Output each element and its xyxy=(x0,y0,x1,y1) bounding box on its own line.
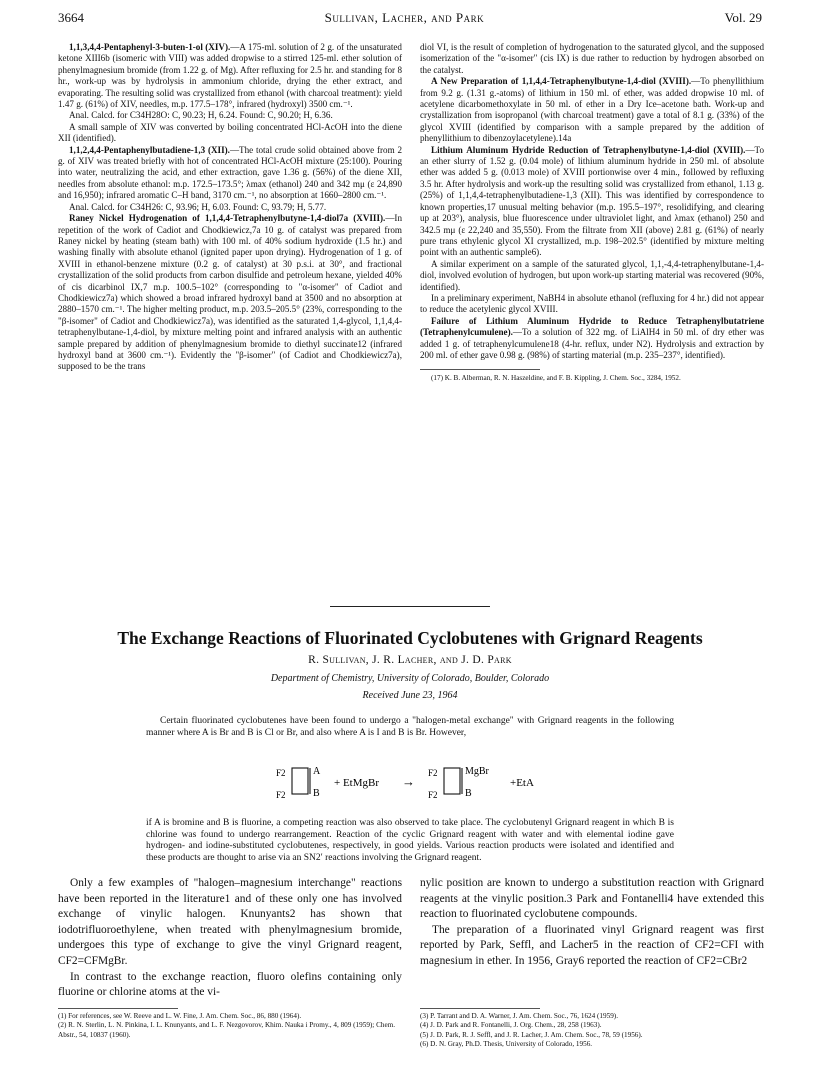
abstract-part-1 xyxy=(146,716,674,739)
footnote-divider xyxy=(58,1008,178,1009)
page-number: 3664 xyxy=(58,10,84,25)
article-title: The Exchange Reactions of Fluorinated Cyclobutenes with Grignard Reagents xyxy=(117,628,703,648)
article-authors: R. Sullivan, J. R. Lacher, and J. D. Park xyxy=(308,654,512,666)
body-left-column xyxy=(58,876,402,1001)
abstract-part-2 xyxy=(146,818,674,864)
footnote-4: (4) J. D. Park and R. Fontanelli, J. Org. Chem., 28, 258 (1963). xyxy=(420,1021,602,1030)
section-heading: 1,1,2,4,4-Pentaphenylbutadiene-1,3 (XII). xyxy=(69,144,230,155)
experimental-right-column xyxy=(420,42,764,384)
experimental-left-column xyxy=(58,42,402,373)
scheme-reagent: + EtMgBr xyxy=(334,777,380,789)
paragraph-text: —A 175-ml. solution of 2 g. of the unsaturated ketone XIII6b (isomeric with VIII) was added dropwise to a stirred 125-ml. ether solution of phenylmagnesium bromide (from 1.22 g. of Mg). After refluxing for 2.5 hr. and standing for 8 hr., work-up was by hydrolysis in ammonium chloride, drying the ether extract, and evaporating. The resulting solid was crystallized from ethanol (with charcoal treatment): yield 1.47 g. (61%) of XIV, needles, m.p. 177.5–178°, infrared (hydroxyl) 3500 cm.⁻¹. xyxy=(58,42,402,110)
analysis-line: Anal. Calcd. for C34H26: C, 93.96; H, 6.03. Found: C, 93.79; H, 5.77. xyxy=(69,201,327,212)
scheme-left-b: B xyxy=(313,788,320,799)
body-paragraph: The preparation of a fluorinated vinyl Grignard reagent was first reported by Park, Seffl, and Lacher5 in the reaction of CF2=CFI with magnesium in ether. In 1956, Gray6 reported the reaction of CF2=CBr2 xyxy=(420,923,764,967)
cyclobutene-ring-left xyxy=(292,768,308,794)
footnote-1: (1) For references, see W. Reeve and L. W. Fine, J. Am. Chem. Soc., 86, 880 (1964). xyxy=(58,1012,302,1020)
running-title: Sullivan, Lacher, and Park xyxy=(324,10,485,25)
paragraph: diol VI, is the result of completion of hydrogenation to the saturated glycol, and the supposed isomerization of the "α-isomer" (cis IX) is due rather to reduction by hydrogen absorbed on the catalyst. xyxy=(420,42,764,75)
footnotes-right xyxy=(420,1008,764,1050)
footnote-17: (17) K. B. Alberman, R. N. Haszeldine, and F. B. Kippling, J. Chem. Soc., 3284, 1952. xyxy=(431,374,681,383)
received-date: Received June 23, 1964 xyxy=(362,690,458,701)
cyclobutene-ring-right xyxy=(444,768,460,794)
reaction-scheme xyxy=(270,760,570,812)
reaction-scheme-drawing xyxy=(270,760,570,812)
body-right-column xyxy=(420,876,764,970)
footnote-divider xyxy=(420,369,540,370)
abstract-text: Certain fluorinated cyclobutenes have been found to undergo a "halogen-metal exchange" with Grignard reagents in the following manner where A is Br and B is Cl or Br, and also where A is I and B is Br. However, xyxy=(146,716,674,738)
analysis-line: Anal. Calcd. for C34H28O: C, 90.23; H, 6.24. Found: C, 90.20; H, 6.36. xyxy=(69,110,333,121)
section-heading: 1,1,3,4,4-Pentaphenyl-3-buten-1-ol (XIV). xyxy=(69,42,231,52)
footnote-2: (2) R. N. Sterlin, L. N. Pinkina, I. L. Knunyants, and L. F. Nezgovorov, Khim. Nauka i Promy., 4, 809 (1959); Chem. Abstr., 54, 10837 (1960). xyxy=(58,1021,396,1039)
section-heading: Raney Nickel Hydrogenation of 1,1,4,4-Tetraphenylbutyne-1,4-diol7a (XVIII). xyxy=(69,213,386,224)
footnote-divider xyxy=(420,1008,540,1009)
footnote-3: (3) P. Tarrant and D. A. Warner, J. Am. Chem. Soc., 76, 1624 (1959). xyxy=(420,1012,618,1020)
volume-label: Vol. 29 xyxy=(724,10,762,25)
abstract-text: if A is bromine and B is fluorine, a competing reaction was also observed to take place. The cyclobutenyl Grignard reagent in which B is chlorine was found to undergo rearrangement. Reaction of the cyclic Grignard reagent with water and with elemental iodine gave hydrogen- and iodine-substituted cyclobutenes, respectively, in good yields. Various reaction products were isolated and identified and these products are thought to arise via an SN2′ reactions involving the Grignard reagent. xyxy=(146,818,674,863)
page-header xyxy=(58,10,762,30)
paragraph: A small sample of XIV was converted by boiling concentrated HCl-AcOH into the diene XII (identified). xyxy=(58,121,402,144)
article-separator xyxy=(330,606,490,607)
scheme-right-f2-bottom: F2 xyxy=(428,790,438,800)
affiliation: Department of Chemistry, University of Colorado, Boulder, Colorado xyxy=(270,673,550,684)
footnotes-left xyxy=(58,1008,402,1040)
body-paragraph: Only a few examples of "halogen–magnesium interchange" reactions have been reported in the literature1 and of these only one has involved exchange of vinylic halogen. Knunyants2 has shown that iodotrifluoroethylene, when treated with phenylmagnesium bromide, undergoes this type of exchange to give the vinyl Grignard reagent, CF2=CFMgBr. xyxy=(58,877,402,967)
paragraph-text: —To a solution of 322 mg. of LiAlH4 in 50 ml. of dry ether was added 1 g. of tetraphenylcumulene18 (4-hr. reflux, under N2). Hydrolysis and extraction by 200 ml. of ether gave 0.98 g. (98%) of starting material (m.p. 235–237°, identified). xyxy=(420,327,764,360)
section-heading: Failure of Lithium Aluminum Hydride to Reduce Tetraphenylbutatriene (Tetraphenylcumulene). xyxy=(420,315,764,338)
section-heading: Lithium Aluminum Hydride Reduction of Tetraphenylbutyne-1,4-diol (XVIII). xyxy=(431,144,746,155)
scheme-left-f2-top: F2 xyxy=(276,768,286,778)
section-heading: A New Preparation of 1,1,4,4-Tetraphenylbutyne-1,4-diol (XVIII). xyxy=(431,76,692,87)
scheme-right-b: B xyxy=(465,788,472,799)
scheme-product: +EtA xyxy=(510,777,534,789)
scheme-left-a: A xyxy=(313,766,321,777)
scheme-right-mgbr: MgBr xyxy=(465,766,489,777)
paragraph-text: —To phenyllithium from 9.2 g. (1.31 g.-atoms) of lithium in 150 ml. of ether, was added dropwise 10 ml. of acetylene dicarbomethoxylate in 50 ml. of ether in a Dry Ice–acetone bath. Work-up and crystallization from isopropanol (with charcoal treatment) gave a total of 8.1 g. (33%) of the glycol XVIII (identified by comparison with a sample prepared by the addition of phenyllithium to dibenzoylacetylene).14a xyxy=(420,76,764,144)
paragraph-text: —In repetition of the work of Cadiot and Chodkiewicz,7a 10 g. of catalyst was prepared from Raney nickel by heating (steam bath) with 100 ml. of 40% sodium hydroxide (1.5 hr.) and washing finally with absolute ethanol (ignited paper upon drying). Hydrogenation of 1 g. of XVIII in ethanol-benzene mixture (0.2 g. of catalyst) at 30 p.s.i. at 30°, and fractional crystallization of the solid products from carbon disulfide and petroleum hexane, yielded 40% of cis dicarbinol IX,7 m.p. 100.5–102° (corresponding to "α-isomer" of Cadiot and Chodkiewicz7a) which showed a broad infrared hydroxyl band at 3500 and no absorption at 2880–1570 cm.⁻¹. The higher melting product, m.p. 203.5–205.5° (23%, corresponding to the "β-isomer" of Cadiot and Chodkiewicz7a), was identified as the saturated 1,4-glycol, 1,1,4,4-tetraphenylbutane-1,4-diol, by mixture melting point and infrared analysis with an authentic sample prepared by addition of phenylmagnesium bromide to diethyl succinate12 (infrared hydroxyl band at 3600 cm.⁻¹). Evidently the "β-isomer" (of Cadiot and Chodkiewicz7a), supposed to be the trans xyxy=(58,213,402,372)
body-paragraph: In contrast to the exchange reaction, fluoro olefins containing only fluorine or chlorine atoms at the vi- xyxy=(58,970,402,999)
paragraph-text: —The total crude solid obtained above from 2 g. of XIV was treated briefly with hot of concentrated HCl-AcOH mixture (25:100). Pouring into water, neutralizing the acid, and ether extraction, gave 1.36 g. (56%) of the diene XII, needles from absolute ethanol: m.p. 172.5–173.5°; λmax (ethanol) 240 and 342 mμ (ε 24,890 and 16,950); infrared aromatic C–H band, 3170 cm.⁻¹, no absorption at 1660–2800 cm.⁻¹. xyxy=(58,144,402,201)
scheme-right-f2-top: F2 xyxy=(428,768,438,778)
footnote-5: (5) J. D. Park, R. J. Seffl, and J. R. Lacher, J. Am. Chem. Soc., 78, 59 (1956). xyxy=(420,1030,643,1039)
paragraph-text: —To an ether slurry of 1.52 g. (0.04 mole) of lithium aluminum hydride in 250 ml. of absolute ether was added 5 g. (0.013 mole) of XVIII portionwise over 4 min., followed by refluxing 3.5 hr. After hydrolysis and work-up the resulting solid was crystallized from ethanol, 1.13 g. (25%) of 1,1,4,4-tetraphenylbutadiene-1,3 (XII). This was identified by correspondence to known properties,17 unusual melting behavior (m.p. 195.5–197°, resolidifying, and clearing up at 203°), analysis, blue fluorescence under ultraviolet light, and λmax (ethanol) 250 and 342.5 mμ (ε 22,240 and 35,550). From the filtrate from XII (above) 2.81 g. (61%) of nearly pure trans ethylenic glycol XI crystallized, m.p. 198–202.5° (identified by mixture melting point with an authentic sample6). xyxy=(420,144,764,258)
scheme-left-f2-bottom: F2 xyxy=(276,790,286,800)
paragraph: A similar experiment on a sample of the saturated glycol, 1,1,-4,4-tetraphenylbutane-1,4-diol, involved evolution of hydrogen, but upon work-up starting material was recovered (90%, identified). xyxy=(420,258,764,292)
scheme-arrow: → xyxy=(402,774,415,789)
body-paragraph: nylic position are known to undergo a substitution reaction with Grignard reagents at the vinylic position.3 Park and Fontanelli4 have extended this reaction to fluorinated cyclobutene compounds. xyxy=(420,877,764,921)
paragraph: In a preliminary experiment, NaBH4 in absolute ethanol (refluxing for 4 hr.) did not appear to reduce the acetylenic glycol XVIII. xyxy=(420,292,764,315)
footnote-6: (6) D. N. Gray, Ph.D. Thesis, University of Colorado, 1956. xyxy=(420,1040,593,1049)
